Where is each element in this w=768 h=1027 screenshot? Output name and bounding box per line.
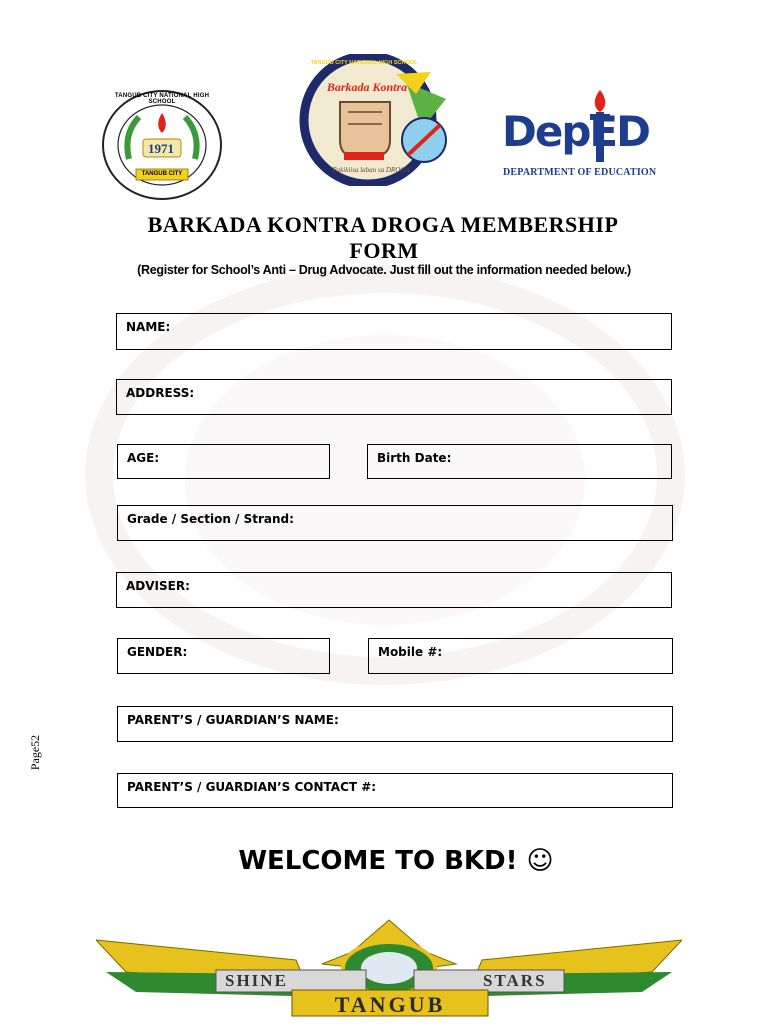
- adviser-label: ADVISER:: [126, 579, 190, 593]
- guardian-contact-field[interactable]: [117, 773, 673, 808]
- address-field[interactable]: [116, 379, 672, 415]
- birth-date-field[interactable]: [367, 444, 672, 479]
- grade-section-strand-field[interactable]: [117, 505, 673, 541]
- form-title-line2: FORM: [349, 238, 419, 263]
- bkd-logo-name: Barkada Kontra: [326, 80, 408, 94]
- banner-shine-text: SHINE: [225, 971, 288, 990]
- guardian-name-label: PARENT’S / GUARDIAN’S NAME:: [127, 713, 339, 727]
- guardian-contact-label: PARENT’S / GUARDIAN’S CONTACT #:: [127, 780, 377, 794]
- birth-date-label: Birth Date:: [377, 451, 452, 465]
- school-seal-year: 1971: [148, 141, 174, 156]
- bkd-logo-ring-text: TANGUB CITY NATIONAL HIGH SCHOOL: [310, 60, 418, 66]
- welcome-message: WELCOME TO BKD! ☺: [238, 846, 554, 876]
- banner-tangub-text: TANGUB: [334, 992, 446, 1017]
- school-seal-ring-text: TANGUB CITY NATIONAL HIGH SCHOOL: [114, 93, 210, 105]
- gender-label: GENDER:: [127, 645, 188, 659]
- adviser-field[interactable]: [116, 572, 672, 608]
- deped-wordmark: DepED: [502, 107, 649, 156]
- gender-field[interactable]: [117, 638, 330, 674]
- form-subtitle: (Register for School’s Anti – Drug Advocate. Just fill out the information needed below.): [137, 263, 631, 277]
- address-label: ADDRESS:: [126, 386, 195, 400]
- age-label: AGE:: [127, 451, 160, 465]
- guardian-name-field[interactable]: [117, 706, 673, 742]
- page-number: Page52: [28, 734, 43, 771]
- name-label: NAME:: [126, 320, 171, 334]
- banner-stars-text: STARS: [483, 971, 547, 990]
- school-seal-city: TANGUB CITY: [141, 171, 183, 177]
- form-title-line1: BARKADA KONTRA DROGA MEMBERSHIP: [147, 212, 619, 237]
- deped-subtitle: DEPARTMENT OF EDUCATION: [503, 167, 657, 178]
- mobile-field[interactable]: [368, 638, 673, 674]
- age-field[interactable]: [117, 444, 330, 479]
- bkd-logo-tagline: Pakikiisa laban sa DROGA: [332, 166, 410, 174]
- grade-section-strand-label: Grade / Section / Strand:: [127, 512, 294, 526]
- name-field[interactable]: [116, 313, 672, 350]
- mobile-label: Mobile #:: [378, 645, 443, 659]
